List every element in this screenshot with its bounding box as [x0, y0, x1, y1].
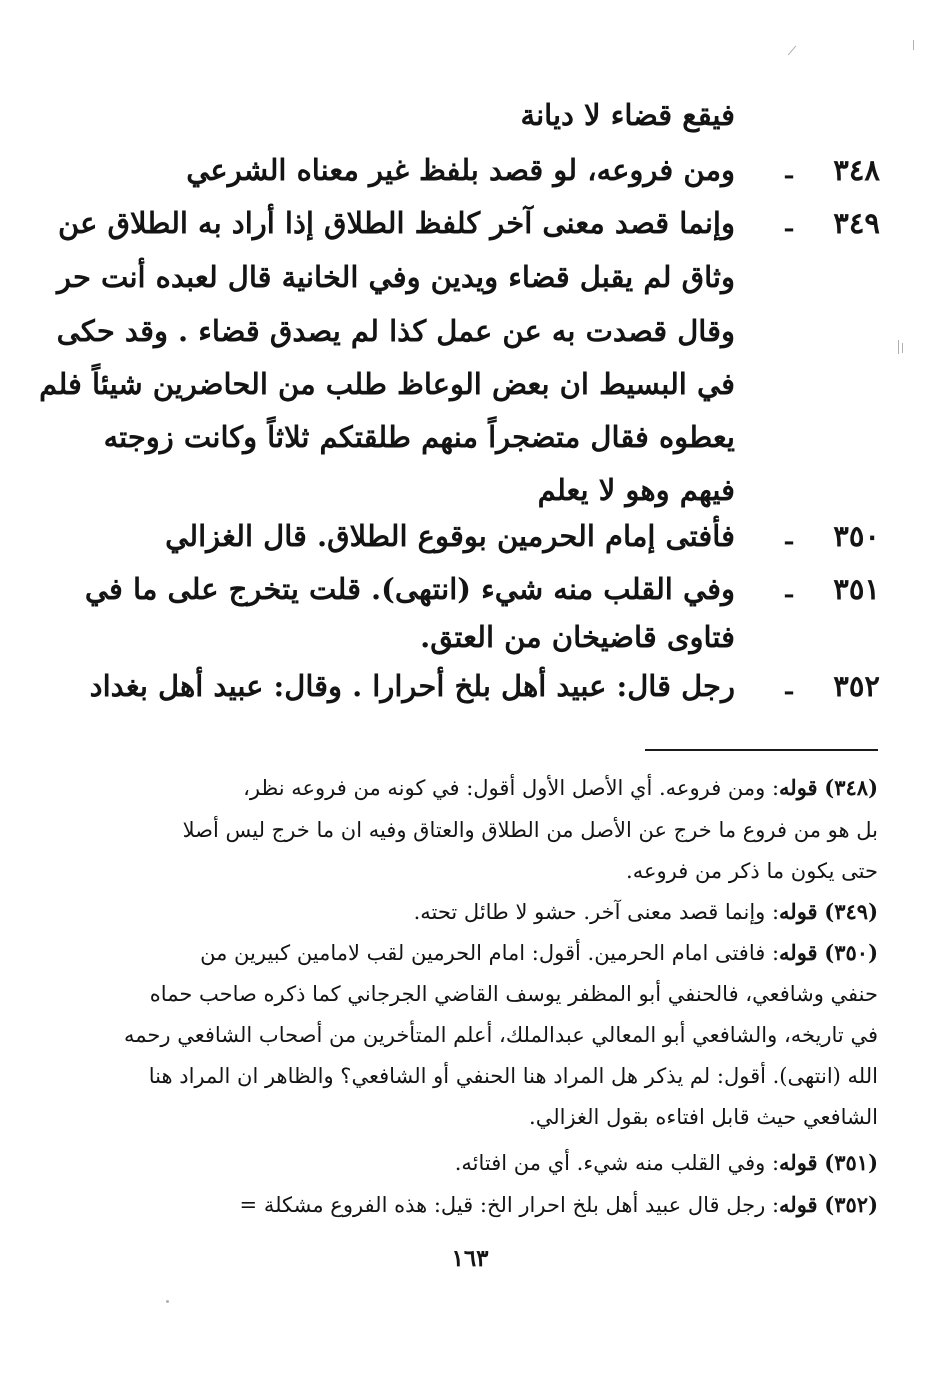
footnote-number: (٣٥١)	[824, 1150, 878, 1175]
footnote-350-line-2: حنفي وشافعي، فالحنفي أبو المظفر يوسف القاضي الجرجاني كما ذكره صاحب حماه	[149, 982, 878, 1006]
continuation-351: فتاوى قاضيخان من العتق.	[420, 620, 735, 654]
entry-number-348: ٣٤٨	[833, 153, 880, 187]
footnote-separator	[645, 749, 878, 751]
footnote-350-line-3: في تاريخه، والشافعي أبو المعالي عبدالملك، أعلم المتأخرين من أصحاب الشافعي رحمه	[124, 1023, 878, 1047]
footnote-keyword: قوله	[779, 1150, 818, 1175]
entry-number-351: ٣٥١	[833, 572, 880, 606]
continuation-349-line-2: وقال قصدت به عن عمل كذا لم يصدق قضاء . وقد حكى	[56, 314, 735, 348]
footnote-348-line-2: بل هو من فروع ما خرج عن الأصل من الطلاق والعتاق وفيه ان ما خرج ليس أصلا	[182, 818, 878, 842]
footnote-349-line-1	[178, 897, 878, 927]
footnote-350-line-5: الشافعي حيث قابل افتاءه بقول الغزالي.	[529, 1105, 878, 1129]
footnote-352-line-1	[128, 1190, 878, 1220]
footnote-350-line-1	[138, 938, 878, 968]
entry-number-352: ٣٥٢	[833, 669, 880, 703]
footnote-text: : وإنما قصد معنى آخر. حشو لا طائل تحته.	[413, 900, 780, 924]
footnote-keyword: قوله	[779, 940, 818, 965]
entry-text-349: وإنما قصد معنى آخر كلفظ الطلاق إذا أراد به الطلاق عن	[58, 206, 735, 240]
footnote-number: (٣٤٩)	[824, 899, 878, 924]
scan-mark	[166, 1300, 169, 1303]
footnote-351-line-1	[178, 1148, 878, 1178]
footnote-348-line-3: حتى يكون ما ذكر من فروعه.	[626, 859, 878, 883]
continuation-349-line-5: فيهم وهو لا يعلم	[537, 473, 735, 507]
footnote-number: (٣٥٠)	[824, 940, 878, 965]
footnote-text: : ومن فروعه. أي الأصل الأول أقول: في كونه من فروعه نظر،	[243, 776, 780, 800]
entry-dash-348: ـ	[785, 155, 793, 184]
entry-dash-350: ـ	[785, 521, 793, 550]
entry-text-348: ومن فروعه، لو قصد بلفظ غير معناه الشرعي	[186, 153, 735, 187]
entry-dash-349: ـ	[785, 208, 793, 237]
entry-dash-351: ـ	[785, 574, 793, 603]
scan-mark	[913, 40, 914, 50]
footnote-keyword: قوله	[779, 1192, 818, 1217]
scan-mark	[898, 340, 899, 354]
entry-dash-352: ـ	[785, 671, 793, 700]
footnote-number: (٣٥٢)	[824, 1192, 878, 1217]
entry-text-350: فأفتى إمام الحرمين بوقوع الطلاق. قال الغزالي	[165, 519, 735, 553]
scan-mark	[788, 46, 796, 56]
entry-text-351: وفي القلب منه شيء (انتهى). قلت يتخرج على ما في	[84, 572, 735, 606]
footnote-keyword: قوله	[779, 899, 818, 924]
footnote-keyword: قوله	[779, 775, 818, 800]
main-line-1: فيقع قضاء لا ديانة	[520, 98, 735, 132]
footnote-348-line-1	[138, 773, 878, 803]
footnote-text: : فافتى امام الحرمين. أقول: امام الحرمين لقب لامامين كبيرين من	[200, 941, 780, 965]
scan-mark	[902, 343, 903, 353]
continuation-349-line-4: يعطوه فقال متضجراً منهم طلقتكم ثلاثاً وكانت زوجته	[103, 420, 735, 454]
footnote-text: : رجل قال عبيد أهل بلخ احرار الخ: قيل: هذه الفروع مشكلة =	[239, 1193, 780, 1217]
continuation-349-line-3: في البسيط ان بعض الوعاظ طلب من الحاضرين شيئاً فلم	[39, 367, 735, 401]
page-number: ١٦٣	[451, 1245, 489, 1272]
footnote-text: : وفي القلب منه شيء. أي من افتائه.	[454, 1151, 780, 1175]
footnote-number: (٣٤٨)	[824, 775, 878, 800]
entry-number-349: ٣٤٩	[833, 206, 880, 240]
continuation-349-line-1: وثاق لم يقبل قضاء ويدين وفي الخانية قال لعبده أنت حر	[56, 260, 735, 294]
footnote-350-line-4: الله (انتهى). أقول: لم يذكر هل المراد هنا الحنفي أو الشافعي؟ والظاهر ان المراد هنا	[148, 1064, 878, 1088]
entry-number-350: ٣٥٠	[833, 519, 880, 553]
entry-text-352: رجل قال: عبيد أهل بلخ أحرارا . وقال: عبيد أهل بغداد	[89, 669, 735, 703]
